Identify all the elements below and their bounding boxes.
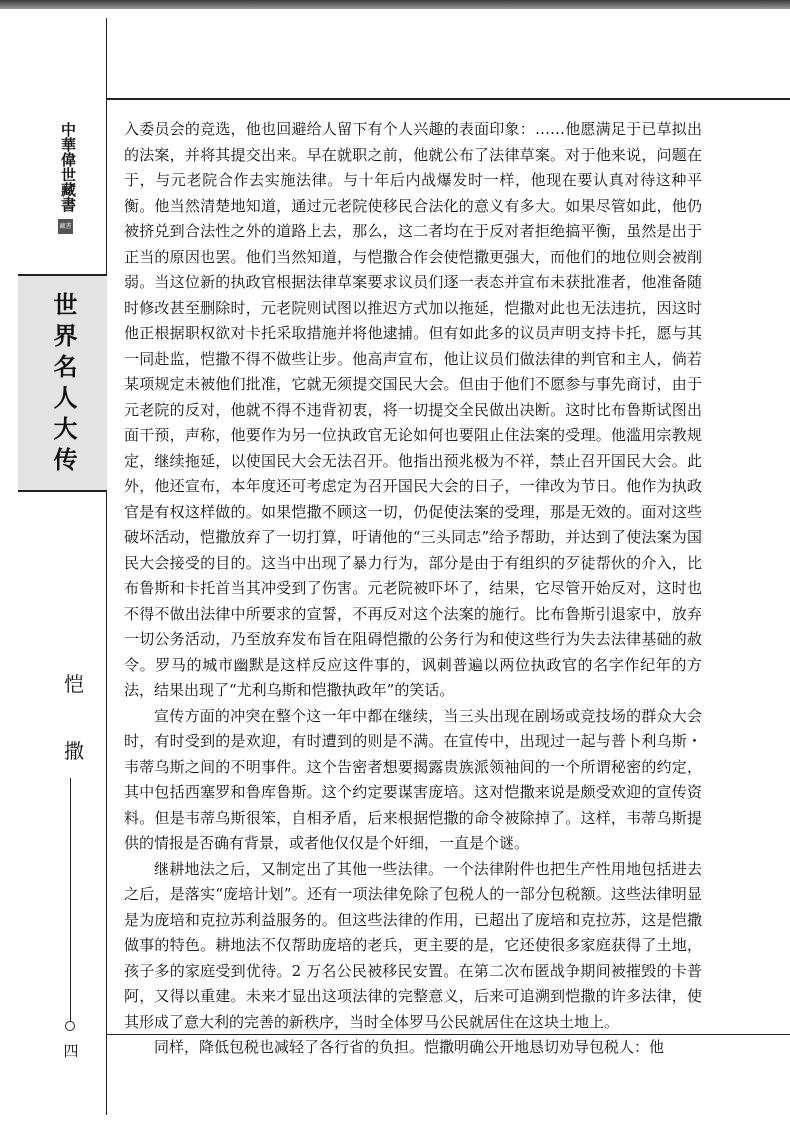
paragraph-2: 宣传方面的冲突在整个这一年中都在继续，当三头出现在剧场或竞技场的群众大会时，有时受到的是欢迎，有时遭到的则是不满。在宣传中，出现过一起与普卜利乌斯・韦蒂乌斯之间的不明事件。这个告密者想要揭露贵族派领袖间的一个所谓秘密的约定，其中包括西塞罗和鲁库鲁斯。这个约定要谋害庞培。这对恺撒来说是颇受欢迎的宣传资料。但是韦蒂乌斯很笨，自相矛盾，后来根据恺撒的命令被除掉了。这样，韦蒂乌斯提供的情报是否确有背景，或者他仅仅是个奸细，一直是个谜。 <box>124 706 702 852</box>
margin-decor-circle-icon <box>65 1021 75 1031</box>
margin-decor-line <box>70 778 71 1022</box>
page-number: 四 <box>63 1042 79 1060</box>
book-title-box <box>18 274 107 492</box>
subject-char-1: 恺 <box>64 672 84 696</box>
subject-char-2: 撒 <box>64 739 84 763</box>
book-title: 世界名人大传 <box>49 292 78 478</box>
body-text <box>124 117 702 1061</box>
paragraph-1: 入委员会的竞选，他也回避给人留下有个人兴趣的表面印象：……他愿满足于已草拟出的法案，并将其提交出来。早在就职之前，他就公布了法律草案。对于他来说，问题在于，与元老院合作去实施法律。与十年后内战爆发时一样，他现在要认真对待这种平衡。他当然清楚地知道，通过元老院使移民合法化的意义有多大。如果尽管如此，他仍被挤兑到合法性之外的道路上去，那么，这二者均在于反对者拒绝搞平衡，虽然是出于正当的原因也罢。他们当然知道，与恺撒合作会使恺撒更强大，而他们的地位则会被削弱。当这位新的执政官根据法律草案要求议员们逐一表态并宣布未获批准者，他准备随时修改甚至删除时，元老院则试图以推迟方式加以拖延，恺撒对此也无法违抗，因这时他正根据职权欲对卡托采取措施并将他逮捕。但有如此多的议员声明支持卡托，愿与其一同赴监，恺撒不得不做些让步。他高声宣布，他让议员们做法律的判官和主人，倘若某项规定未被他们批准，它就无须提交国民大会。但由于他们不愿参与事先商讨，由于元老院的反对，他就不得不违背初衷，将一切提交全民做出决断。这时比布鲁斯试图出面干预，声称，他要作为另一位执政官无论如何也要阻止住法案的受理。他滥用宗教规定，继续拖延，以使国民大会无法召开。他指出预兆极为不祥，禁止召开国民大会。此外，他还宣布，本年度还可考虑定为召开国民大会的日子，一律改为节日。他作为执政官是有权这样做的。如果恺撒不顾这一切，仍促使法案的受理，那是无效的。面对这些破坏活动，恺撒放弃了一切打算，吁请他的“三头同志”给予帮助，并达到了使法案为国民大会接受的目的。这当中出现了暴力行为，部分是由于有组织的歹徒帮伙的介入，比布鲁斯和卡托首当其冲受到了伤害。元老院被吓坏了，结果，它尽管开始反对，这时也不得不做出法律中所要求的宣誓，不再反对这个法案的施行。比布鲁斯引退家中，放弃一切公务活动，乃至放弃发布旨在阻碍恺撒的公务行为和使这些行为失去法律基础的赦令。罗马的城市幽默是这样反应这件事的，讽刺普遍以两位执政官的名字作纪年的方法，结果出现了“尤利乌斯和恺撒执政年”的笑话。 <box>124 120 702 699</box>
paragraph-3: 继耕地法之后，又制定出了其他一些法律。一个法律附件也把生产性用地包括进去之后，是落实“庞培计划”。还有一项法律免除了包税人的一部分包税额。这些法律明显是为庞培和克拉苏利益服务的。但这些法律的作用，已超出了庞培和克拉苏，这是恺撒做事的特色。耕地法不仅帮助庞培的老兵，更主要的是，它还使很多家庭获得了土地，孩子多的家庭受到优待。2 万名公民被移民安置。在第二次布匿战争期间被摧毁的卡普阿，又得以重建。未来才显出这项法律的完整意义，后来可追溯到恺撒的许多法律，使其形成了意大利的完善的新秩序，当时全体罗马公民就居住在这块土地上。 <box>124 859 702 1031</box>
paragraph-4: 同样，降低包税也减轻了各行省的负担。恺撒明确公开地恳切劝导包税人：他 <box>154 1038 665 1056</box>
margin-vertical-rule <box>106 18 107 1115</box>
series-title: 中華偉世藏書 <box>59 122 77 212</box>
top-edge-band <box>0 0 790 9</box>
header-rule <box>107 98 790 100</box>
series-seal-icon: 藏書 <box>58 219 73 234</box>
